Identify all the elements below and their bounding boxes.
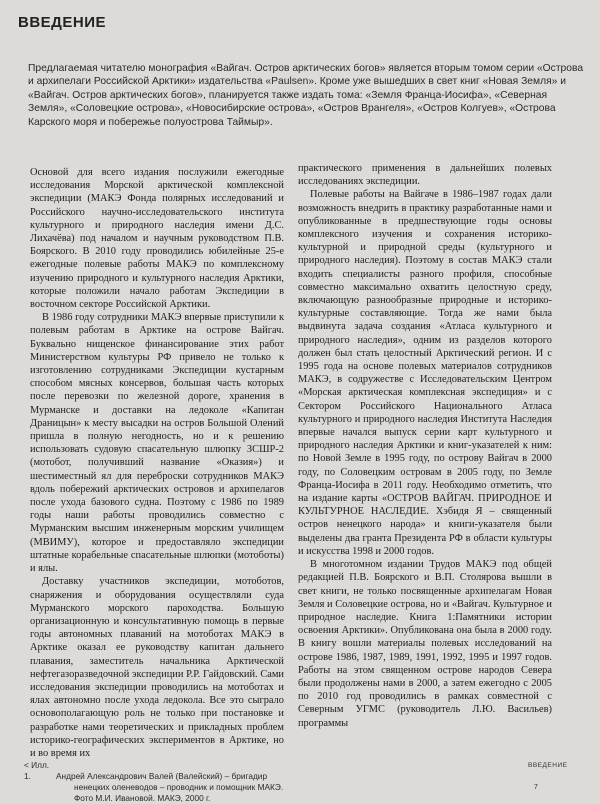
right-column xyxy=(298,162,552,730)
page-number: 7 xyxy=(534,784,538,791)
left-paragraph-3: Доставку участников экспедиции, мотоботов, снаряжения и оборудования осуществляли суда Мурманского морского пароходства. Большую организационную и консультативную помощь в первые годы автономных плаваний на мотоботах МАКЭ в Арктике оказал ее руководству капитан дальнего плавания, заместитель начальника Арктической нефтегазоразведочной экспедиции Р.Р. Гайдовский. Сами исследования экспедиции проводились на мотоботах и ялах автономно после ухода ледокола. Все это сыграло основополагающую роль не только при постановке и разработке нами теоретических и прикладных проблем историко-географических экспериментов в Арктике, но и во время их xyxy=(30,576,284,759)
caption-line-3: Фото М.И. Ивановой. МАКЭ, 2000 г. xyxy=(74,793,211,803)
caption-ref: < Илл. 1. xyxy=(24,760,50,781)
left-paragraph-1: Основой для всего издания послужили ежегодные исследования Морской арктической комплексной экспедиции (МАКЭ Фонда полярных исследований и Российского научно-исследовательского института культурного и природного наследия имени Д.С. Лихачёва) под началом и научным руководством П.В. Боярского. В 2010 году проводились юбилейные 25-е ежегодные полевые работы МАКЭ по комплексному изучению природного и культурного наследия Арктики, которые положили начало работам Экспедиции в восточном секторе Российской Арктики. xyxy=(30,167,284,311)
caption-line-2: ненецких оленеводов – проводник и помощник МАКЭ. xyxy=(74,782,284,792)
right-paragraph-1: практического применения в дальнейших полевых исследованиях экспедиции. xyxy=(298,163,552,188)
right-paragraph-3: В многотомном издании Трудов МАКЭ под общей редакцией П.В. Боярского и В.П. Столярова вышли в свет книги, не только посвященные архипелагам Новая Земля и Соловецкие острова, но и «Вайгач. Культурное и природное наследие. Книга 1:Памятники истории освоения Арктики». Опубликована она была в 2000 году. В книгу вошли материалы полевых исследований на острове 1986, 1987, 1989, 1991, 1992, 1995 и 1997 годов. Работы на этом священном острове народов Севера были продолжены нами в 2000, а затем ежегодно с 2005 по 2010 год проводились в рамках совместной с Северным УГМС (руководитель Л.Ю. Васильев) программы xyxy=(298,559,552,729)
intro-paragraph: Предлагаемая читателю монография «Вайгач. Остров арктических богов» является вторым томом серии «Острова и архипелаги Российской Арктики» издательства «Paulsen». Кроме уже вышедших в свет книг «Новая Земля» и «Вайгач. Остров арктических богов», планируется также издать тома: «Земля Франца-Иосифа», «Северная Земля», «Соловецкие острова», «Новосибирские острова», «Остров Врангеля», «Остров Колгуев», «Острова Карского моря и побережье полуострова Таймыр». xyxy=(28,63,584,128)
right-paragraph-2: Полевые работы на Вайгаче в 1986–1987 годах дали возможность внедрить в практику разработанные нами и опубликованные в предшествующие годы основы комплексного изучения и сохранения историко-культурной и природной среды (культурного и природного наследия). Поэтому в состав МАКЭ стали входить специалисты разного профиля, способные совместно максимально охватить целостную среду, включающую разнообразные природные и историко-культурные составляющие. Тогда же нами была выдвинута задача создания «Атласа культурного и природного наследия», одним из разделов которого должен был стать целостный Арктический регион. И с 1995 года на основе полевых материалов сотрудников МАКЭ, в содружестве с Исследовательским Центром «Морская арктическая комплексная экспедиция» и с Сектором Российского Национального Атласа культурного и природного наследия Института Наследия впервые начался выпуск серии карт культурного и природного наследия Арктики и книг-указателей к ним: по Новой Земле в 1995 году, по острову Вайгач в 2000 году, по Соловецким островам в 2005 году, по Земле Франца-Иосифа в 2011 году. Необходимо отметить, что на издание карты «ОСТРОВ ВАЙГАЧ. ПРИРОДНОЕ И КУЛЬТУРНОЕ НАСЛЕДИЕ. Хэбидя Я – священный остров ненецкого народа» и книги-указателя были выделены два гранта Президента РФ в области культуры и искусства 1998 и 2000 годов. xyxy=(298,189,552,557)
left-column xyxy=(30,166,284,760)
running-head: ВВЕДЕНИЕ xyxy=(528,762,568,769)
section-heading: ВВЕДЕНИЕ xyxy=(18,14,106,31)
illustration-caption xyxy=(24,760,344,804)
caption-line-1: Андрей Александрович Валей (Валейский) – бригадир xyxy=(56,771,268,781)
left-paragraph-2: В 1986 году сотрудники МАКЭ впервые приступили к полевым работам в Арктике на острове Вайгач. Буквально нищенское финансирование этих работ Министерством культуры РФ привело не только к изготовлению сотрудниками Экспедиции кустарным способом мясных консервов, большая часть которых после перевозки по железной дороге, хранения в Мурманске и доставки на ледоколе «Капитан Драницын» к месту высадки на остров Большой Олений пришла в полную негодность, но и к решению использовать судовую спасательную шлюпку ЗСШР-2 (мотобот, получивший название «Оказия») и шестиместный ял для переброски сотрудников МАКЭ вдоль побережий арктических островов и архипелагов после ухода базового судна. Поэтому с 1986 по 1989 годы наши работы проводились совместно с Мурманским высшим инженерным морским училищем (МВИМУ), которое и предоставляло экспедиции штатные корабельные спасательные шлюпки (мотоботы) и ялы. xyxy=(30,312,284,575)
